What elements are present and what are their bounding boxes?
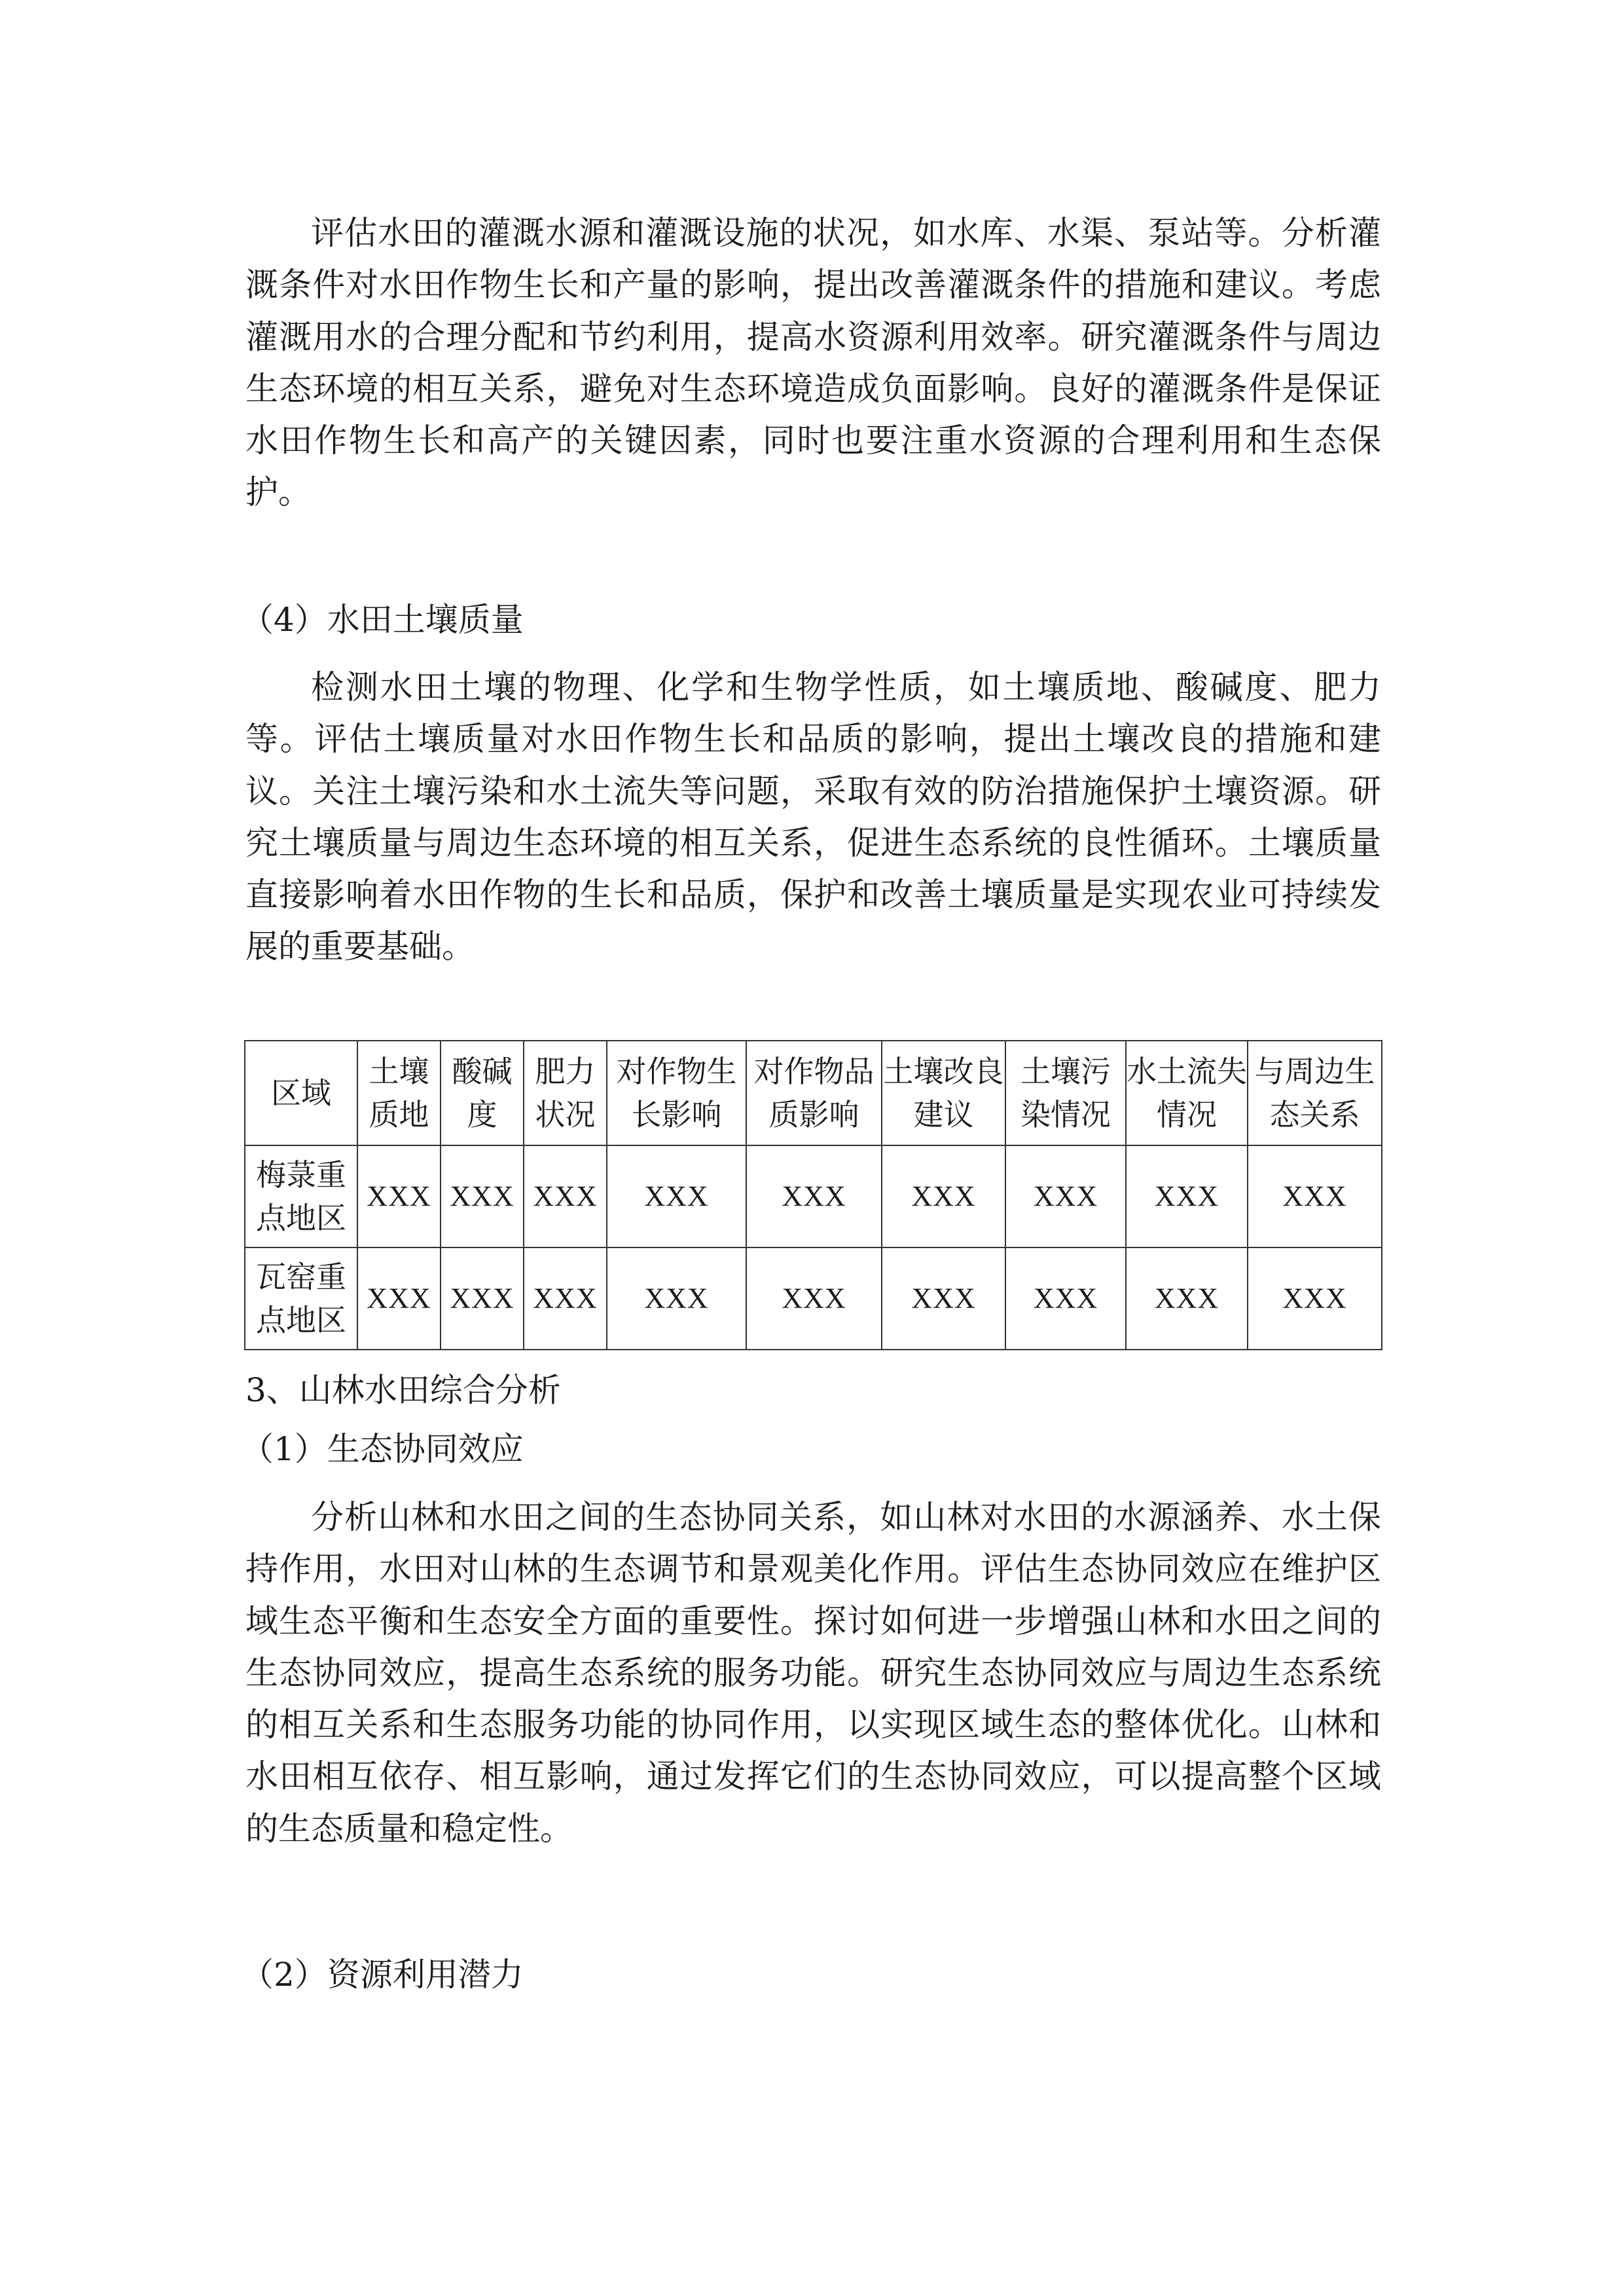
soil-quality-table xyxy=(244,1040,1382,1350)
header-cell: 对作物生长影响 xyxy=(607,1041,746,1145)
heading-eco-synergy: （1）生态协同效应 xyxy=(241,1430,524,1468)
header-cell: 与周边生态关系 xyxy=(1248,1041,1382,1145)
header-cell: 对作物品质影响 xyxy=(746,1041,882,1145)
table-row xyxy=(245,1247,1382,1350)
value-cell: XXX xyxy=(1005,1247,1126,1350)
value-cell: XXX xyxy=(882,1247,1005,1350)
value-cell: XXX xyxy=(882,1145,1005,1247)
value-cell: XXX xyxy=(746,1145,882,1247)
value-cell: XXX xyxy=(746,1247,882,1350)
table-row xyxy=(245,1145,1382,1247)
paragraph-irrigation: 评估水田的灌溉水源和灌溉设施的状况，如水库、水渠、泵站等。分析灌溉条件对水田作物生长和产量的影响，提出改善灌溉条件的措施和建议。考虑灌溉用水的合理分配和节约利用，提高水资源利用效率。研究灌溉条件与周边生态环境的相互关系，避免对生态环境造成负面影响。良好的灌溉条件是保证水田作物生长和高产的关键因素，同时也要注重水资源的合理利用和生态保护。 xyxy=(245,214,1381,512)
header-cell: 肥力状况 xyxy=(524,1041,607,1145)
value-cell: XXX xyxy=(1126,1247,1248,1350)
value-cell: XXX xyxy=(357,1145,441,1247)
paragraph-eco-synergy: 分析山林和水田之间的生态协同关系，如山林对水田的水源涵养、水土保持作用，水田对山林的生态调节和景观美化作用。评估生态协同效应在维护区域生态平衡和生态安全方面的重要性。探讨如何进一步增强山林和水田之间的生态协同效应，提高生态系统的服务功能。研究生态协同效应与周边生态系统的相互关系和生态服务功能的协同作用，以实现区域生态的整体优化。山林和水田相互依存、相互影响，通过发挥它们的生态协同效应，可以提高整个区域的生态质量和稳定性。 xyxy=(245,1498,1381,1848)
header-cell: 区域 xyxy=(245,1041,357,1145)
value-cell: XXX xyxy=(607,1145,746,1247)
table-header-row xyxy=(245,1041,1382,1145)
region-cell: 梅菉重点地区 xyxy=(245,1145,357,1247)
value-cell: XXX xyxy=(1248,1247,1382,1350)
paragraph-soil-quality: 检测水田土壤的物理、化学和生物学性质，如土壤质地、酸碱度、肥力等。评估土壤质量对水田作物生长和品质的影响，提出土壤改良的措施和建议。关注土壤污染和水土流失等问题，采取有效的防治措施保护土壤资源。研究土壤质量与周边生态环境的相互关系，促进生态系统的良性循环。土壤质量直接影响着水田作物的生长和品质，保护和改善土壤质量是实现农业可持续发展的重要基础。 xyxy=(245,668,1381,966)
region-cell: 瓦窑重点地区 xyxy=(245,1247,357,1350)
header-cell: 土壤污染情况 xyxy=(1005,1041,1126,1145)
header-cell: 土壤改良建议 xyxy=(882,1041,1005,1145)
value-cell: XXX xyxy=(524,1247,607,1350)
header-cell: 土壤质地 xyxy=(357,1041,441,1145)
value-cell: XXX xyxy=(1005,1145,1126,1247)
value-cell: XXX xyxy=(1126,1145,1248,1247)
heading-soil-quality: （4）水田土壤质量 xyxy=(241,601,524,639)
value-cell: XXX xyxy=(1248,1145,1382,1247)
value-cell: XXX xyxy=(607,1247,746,1350)
value-cell: XXX xyxy=(357,1247,441,1350)
heading-resource-potential: （2）资源利用潜力 xyxy=(241,1956,524,1994)
section-title: 3、山林水田综合分析 xyxy=(245,1371,561,1409)
value-cell: XXX xyxy=(441,1247,524,1350)
header-cell: 酸碱度 xyxy=(441,1041,524,1145)
value-cell: XXX xyxy=(524,1145,607,1247)
header-cell: 水土流失情况 xyxy=(1126,1041,1248,1145)
value-cell: XXX xyxy=(441,1145,524,1247)
